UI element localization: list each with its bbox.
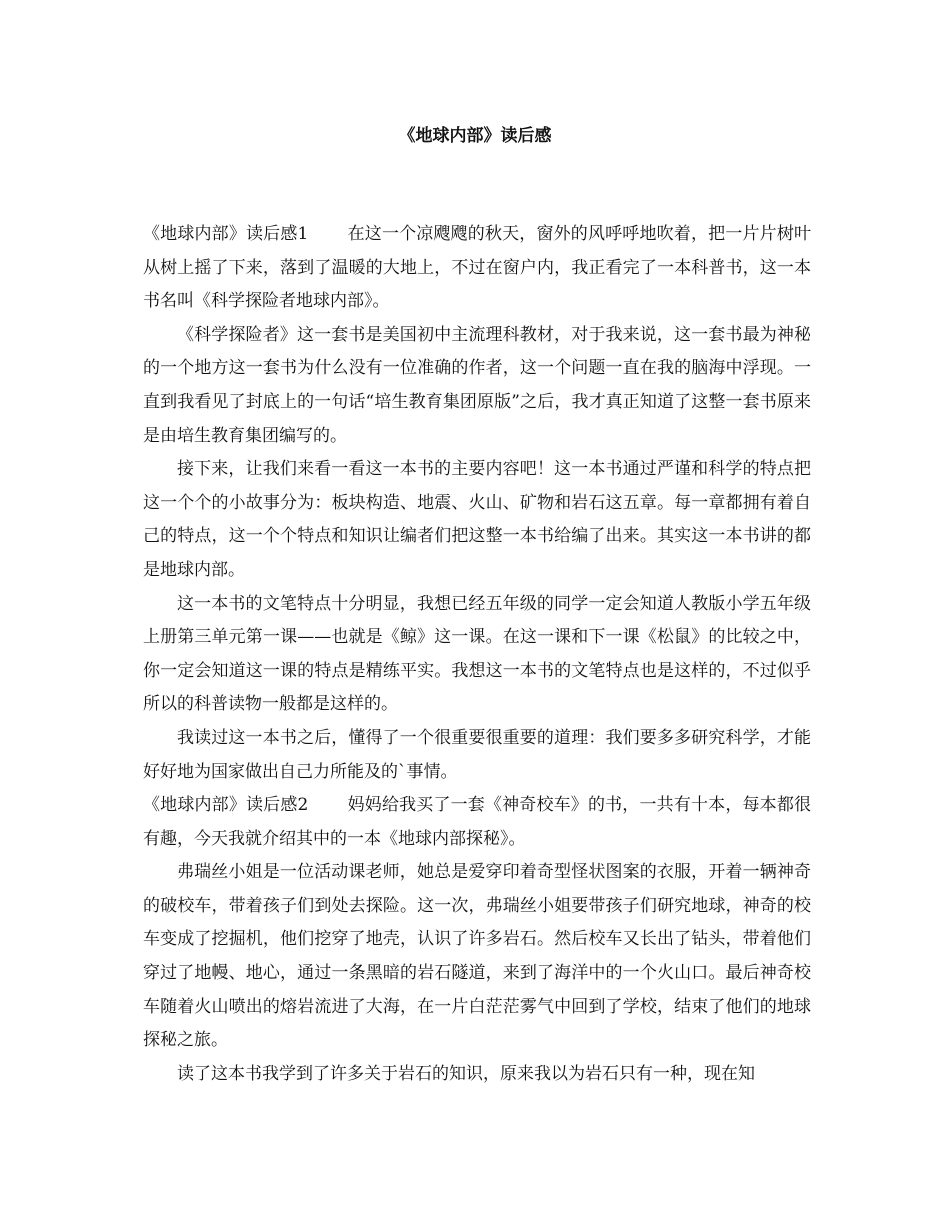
document-title: 《地球内部》读后感	[398, 126, 552, 146]
paragraph-4: 这一本书的文笔特点十分明显，我想已经五年级的同学一定会知道人教版小学五年级上册第三单元第一课——也就是《鲸》这一课。在这一课和下一课《松鼠》的比较之中，你一定会知道这一课的特点是精练平实。我想这一本书的文笔特点也是这样的，不过似乎所以的科普读物一般都是这样的。	[143, 593, 811, 715]
paragraph-section2-intro	[143, 789, 811, 856]
document-body	[143, 218, 811, 1091]
paragraph-8: 读了这本书我学到了许多关于岩石的知识，原来我以为岩石只有一种，现在知	[177, 1063, 755, 1084]
section1-lead-text: 在这一个凉飕飕的秋天，窗外的风呼呼地吹着，把一片片树叶从树上摇了下来，落到了温暖的大地上，不过在窗户内，我正看完了一本科普书，这一本书名叫《科学探险者地球内部》。	[143, 224, 811, 312]
section1-heading: 《地球内部》读后感1	[143, 224, 309, 244]
paragraph-3: 接下来，让我们来看一看这一本书的主要内容吧！这一本书通过严谨和科学的特点把这一个个的小故事分为：板块构造、地震、火山、矿物和岩石这五章。每一章都拥有着自己的特点，这一个个特点和知识让编者们把这整一本书给编了出来。其实这一本书讲的都是地球内部。	[143, 459, 811, 580]
paragraph-7: 弗瑞丝小姐是一位活动课老师，她总是爱穿印着奇型怪状图案的衣服，开着一辆神奇的破校车，带着孩子们到处去探险。这一次，弗瑞丝小姐要带孩子们研究地球，神奇的校车变成了挖掘机，他们挖穿了地壳，认识了许多岩石。然后校车又长出了钻头，带着他们穿过了地幔、地心，通过一条黑暗的岩石隧道，来到了海洋中的一个火山口。最后神奇校车随着火山喷出的熔岩流进了大海，在一片白茫茫雾气中回到了学校，结束了他们的地球探秘之旅。	[143, 862, 811, 1051]
paragraph-5: 我读过这一本书之后，懂得了一个很重要很重要的道理：我们要多多研究科学，才能好好地为国家做出自己力所能及的`事情。	[143, 727, 811, 782]
paragraph-section1-intro	[143, 218, 811, 319]
section2-lead-text: 妈妈给我买了一套《神奇校车》的书，一共有十本，每本都很有趣，今天我就介绍其中的一本《地球内部探秘》。	[143, 795, 811, 849]
section2-heading: 《地球内部》读后感2	[143, 795, 309, 816]
paragraph-2: 《科学探险者》这一套书是美国初中主流理科教材，对于我来说，这一套书最为神秘的一个地方这一套书为什么没有一位准确的作者，这一个问题一直在我的脑海中浮现。一直到我看见了封底上的一句话“培生教育集团原版”之后，我才真正知道了这整一套书原来是由培生教育集团编写的。	[143, 324, 811, 446]
